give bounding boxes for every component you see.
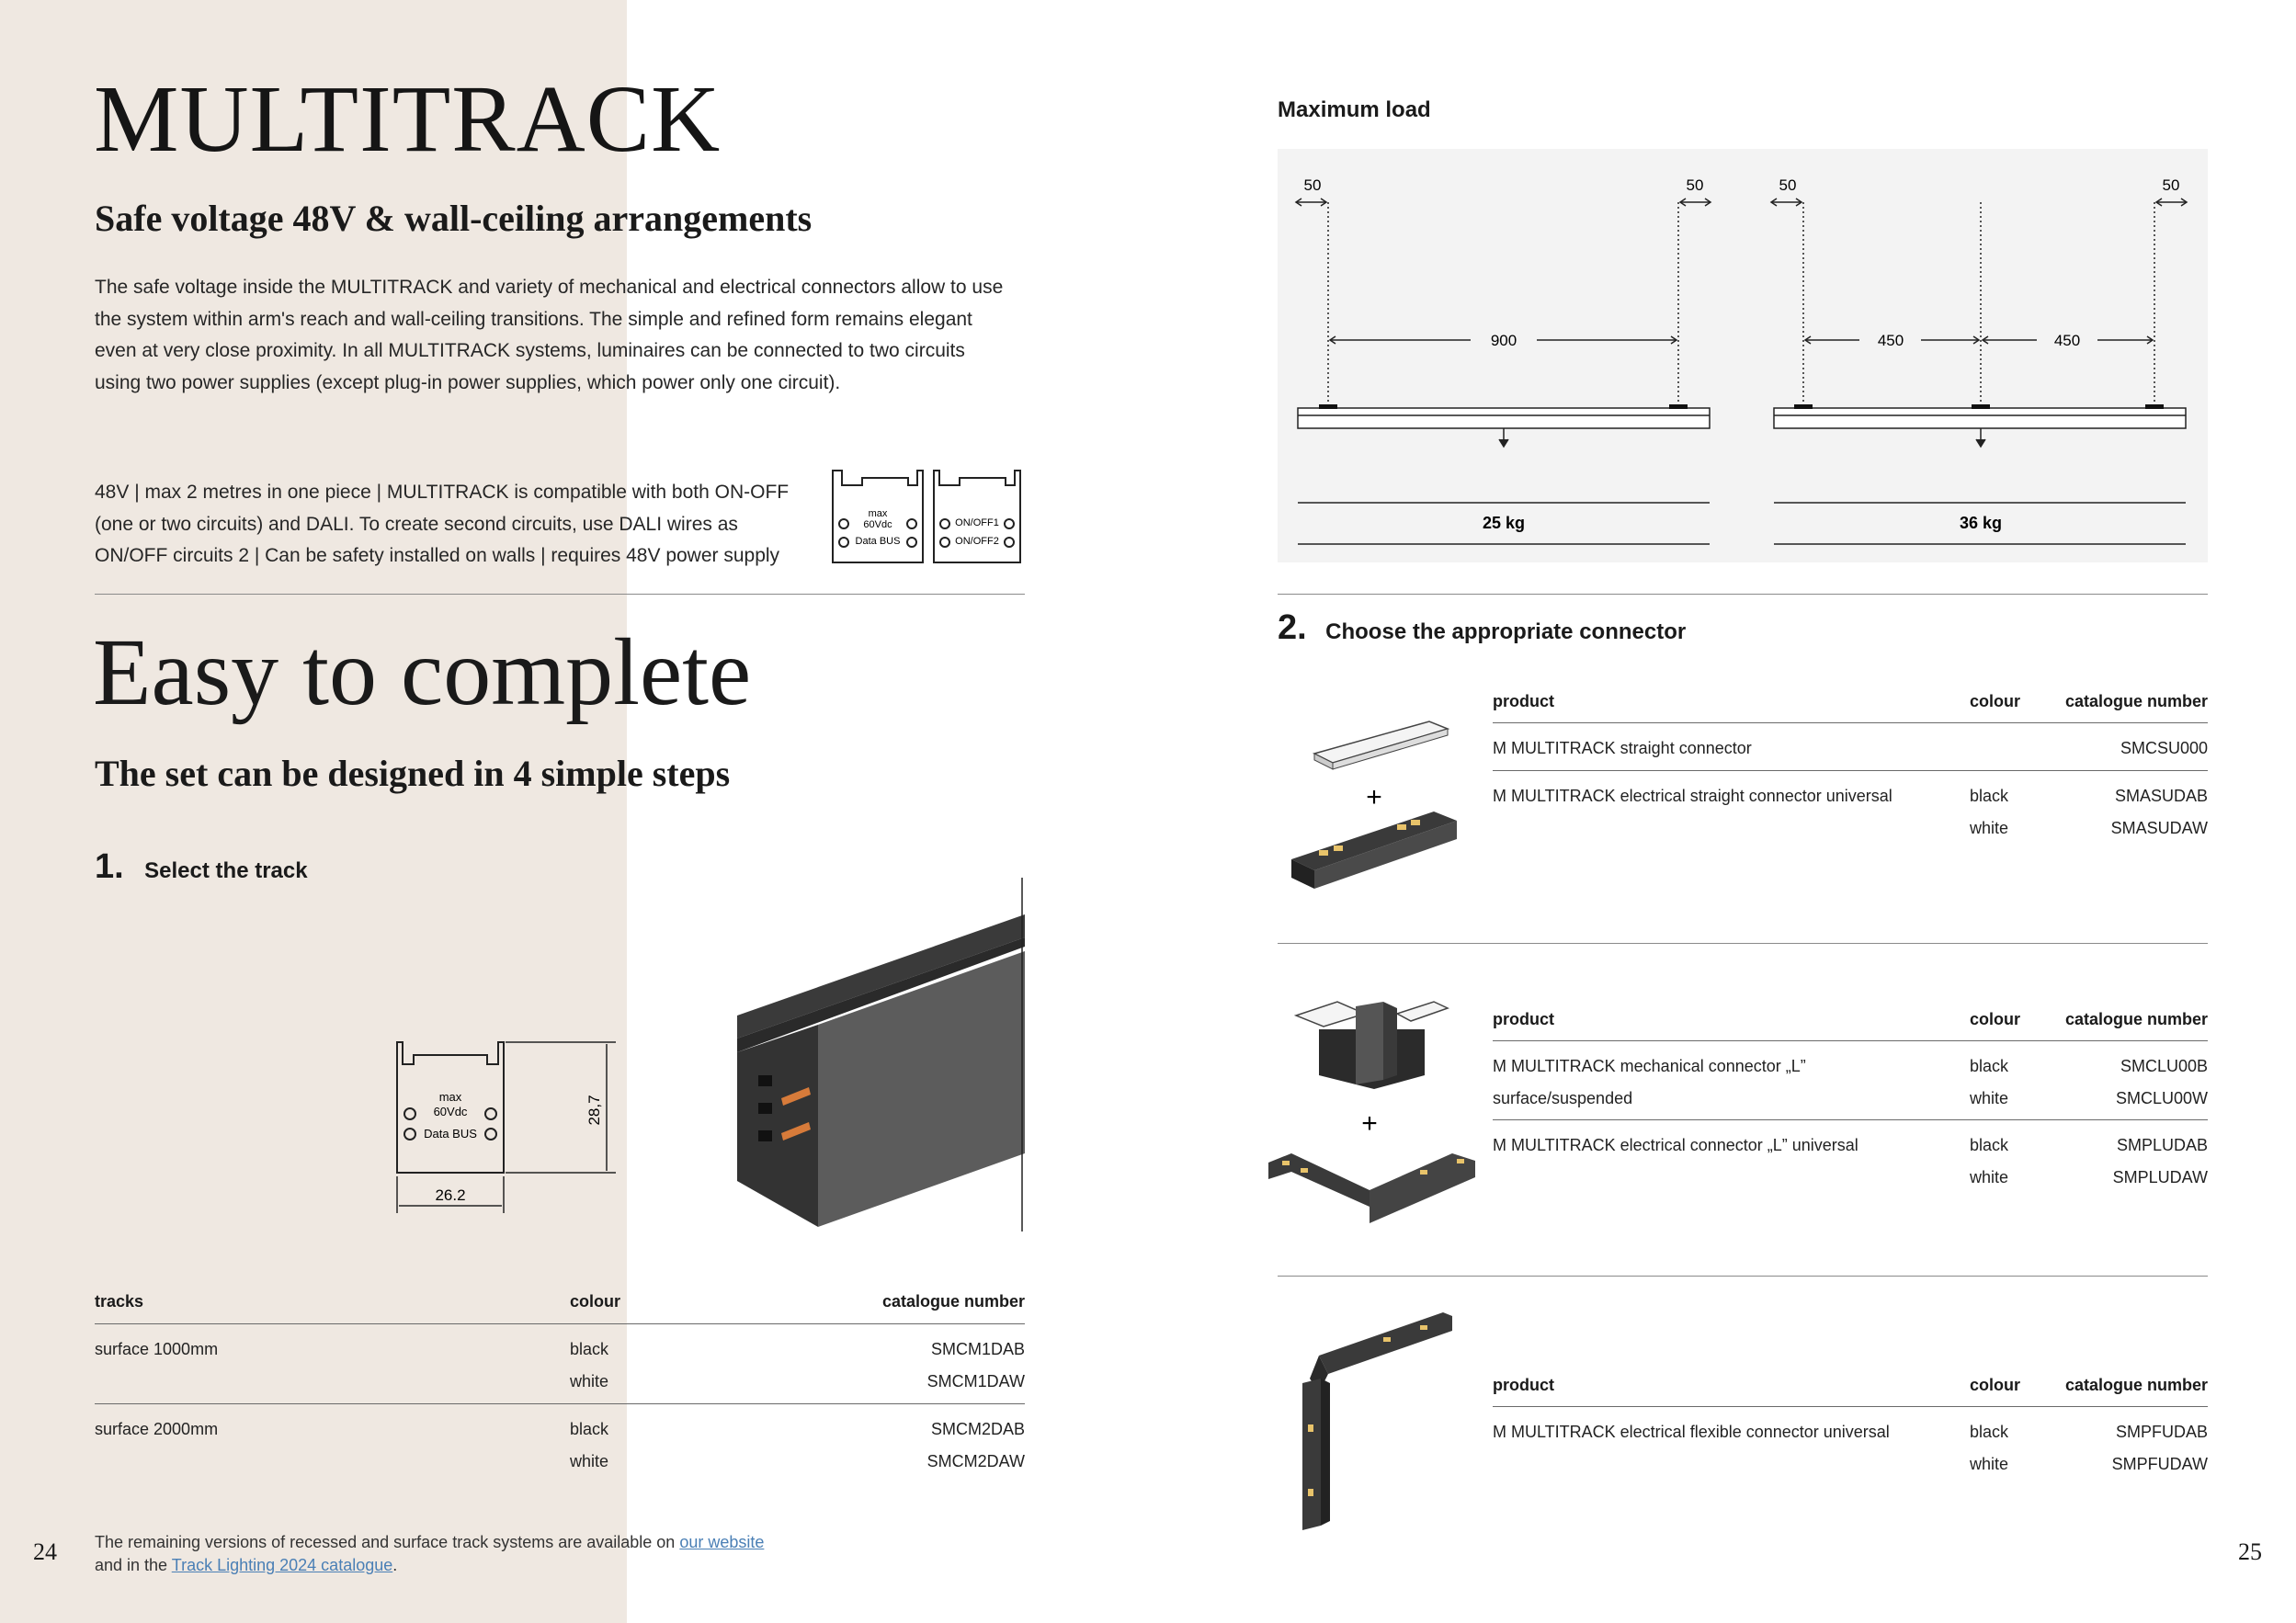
product-colour: black (1970, 787, 2009, 805)
product-code: SMPFUDAW (2111, 1455, 2208, 1473)
track-width-dimension: 26.2 (435, 1186, 466, 1204)
product-name: M MULTITRACK mechanical connector „L” (1493, 1057, 1806, 1075)
product-colour: white (1970, 1168, 2009, 1186)
table-header-catalogue: catalogue number (881, 1292, 1025, 1311)
table-row-rule (1493, 770, 2208, 771)
straight-connector-illustration (1282, 712, 1466, 896)
table-header-product: product (1493, 1376, 1554, 1394)
page-subtitle: Safe voltage 48V & wall-ceiling arrangements (95, 198, 813, 239)
spec-line: (one or two circuits) and DALI. To create second circuits, use DALI wires as (95, 513, 738, 535)
d2-left-offset: 50 (1779, 176, 1797, 194)
track-name: surface 1000mm (95, 1340, 219, 1358)
step-number: 1. (95, 847, 124, 886)
d1-right-offset: 50 (1686, 176, 1704, 194)
product-code: SMASUDAB (2114, 787, 2208, 805)
step-number: 2. (1278, 608, 1307, 647)
d1-left-offset: 50 (1303, 176, 1322, 194)
track-code: SMCM1DAB (930, 1340, 1025, 1358)
divider (95, 594, 1025, 595)
track-name: surface 2000mm (95, 1420, 219, 1438)
plus-icon: + (1361, 1108, 1378, 1139)
product-colour: white (1970, 819, 2009, 837)
table-header-rule (1493, 722, 2208, 723)
l-connector-illustration (1264, 997, 1484, 1227)
track-colour: white (570, 1452, 609, 1470)
divider (1278, 943, 2208, 944)
track-bus-label: Data BUS (424, 1127, 477, 1141)
d2-span-a: 450 (1877, 332, 1904, 349)
profile-max-label: max (868, 508, 888, 519)
max-load-diagrams (1278, 149, 2208, 562)
product-name: M MULTITRACK electrical flexible connector universal (1493, 1423, 1890, 1441)
table-header-catalogue: catalogue number (2064, 1376, 2208, 1394)
footnote (95, 1531, 922, 1577)
left-page-background (0, 0, 627, 1623)
d2-load: 36 kg (1959, 514, 2003, 532)
section-heading: Easy to complete (93, 619, 752, 725)
d1-load: 25 kg (1482, 514, 1526, 532)
table-header-catalogue: catalogue number (2064, 1010, 2208, 1028)
product-code: SMPFUDAB (2115, 1423, 2208, 1441)
intro-paragraph (95, 272, 1032, 399)
table-header-tracks: tracks (95, 1292, 144, 1311)
track-code: SMCM1DAW (926, 1372, 1025, 1390)
spec-line: 48V | max 2 metres in one piece | MULTITRACK is compatible with both ON-OFF (95, 482, 790, 503)
intro-line: the system within arm's reach and wall-ceiling transitions. The simple and refined form remains elegant (95, 308, 972, 330)
profile-outline-2 (934, 471, 1020, 562)
footnote-text: The remaining versions of recessed and surface track systems are available on (95, 1533, 680, 1551)
footnote-text: . (392, 1556, 398, 1574)
spec-line: ON/OFF circuits 2 | Can be safety installed on walls | requires 48V power supply (95, 545, 780, 566)
table-header-colour: colour (1970, 692, 2021, 710)
product-colour: white (1970, 1455, 2009, 1473)
product-colour: black (1970, 1136, 2009, 1154)
page-number-right: 25 (2238, 1538, 2262, 1565)
page-number-left: 24 (33, 1538, 57, 1565)
product-name: M MULTITRACK electrical connector „L” universal (1493, 1136, 1858, 1154)
product-code: SMCSU000 (2120, 739, 2208, 757)
d1-span: 900 (1490, 332, 1517, 349)
d2-span-b: 450 (2053, 332, 2081, 349)
table-header-colour: colour (1970, 1010, 2021, 1028)
flexible-connector-illustration (1282, 1305, 1466, 1535)
intro-line: even at very close proximity. In all MULTITRACK systems, luminaires can be connected to two circuits (95, 340, 965, 361)
profile-volt-label: 60Vdc (863, 519, 892, 530)
product-name: M MULTITRACK straight connector (1493, 739, 1752, 757)
table-row-rule (1493, 1119, 2208, 1120)
table-header-rule (95, 1323, 1025, 1324)
track-volt-label: 60Vdc (433, 1105, 468, 1118)
product-name: surface/suspended (1493, 1089, 1633, 1107)
table-header-catalogue: catalogue number (2064, 692, 2208, 710)
section-subtitle: The set can be designed in 4 simple steps (95, 753, 731, 794)
product-colour: white (1970, 1089, 2009, 1107)
table-header-colour: colour (1970, 1376, 2021, 1394)
step-label: Choose the appropriate connector (1325, 619, 1687, 644)
table-row-rule (95, 1403, 1025, 1404)
table-header-rule (1493, 1040, 2208, 1041)
product-code: SMCLU00B (2120, 1057, 2208, 1075)
product-name: M MULTITRACK electrical straight connector universal (1493, 787, 1892, 805)
product-colour: black (1970, 1057, 2009, 1075)
track-colour: black (570, 1340, 609, 1358)
table-header-product: product (1493, 692, 1554, 710)
track-code: SMCM2DAW (926, 1452, 1025, 1470)
table-header-rule (1493, 1406, 2208, 1407)
step-1-heading (95, 847, 308, 887)
track-code: SMCM2DAB (930, 1420, 1025, 1438)
divider (1278, 594, 2208, 595)
track-colour: black (570, 1420, 609, 1438)
max-load-panel (1278, 149, 2208, 562)
step-2-heading (1278, 608, 1686, 648)
intro-line: The safe voltage inside the MULTITRACK and variety of mechanical and electrical connectors allow to use (95, 277, 1004, 298)
product-code: SMASUDAW (2110, 819, 2208, 837)
product-colour: black (1970, 1423, 2009, 1441)
intro-line: using two power supplies (except plug-in power supplies, which power only one circuit). (95, 371, 841, 393)
spec-paragraph (95, 477, 830, 573)
plus-icon: + (1366, 782, 1382, 812)
page-title: MULTITRACK (94, 66, 722, 172)
step-label: Select the track (144, 858, 308, 883)
divider (1278, 1276, 2208, 1277)
product-code: SMPLUDAB (2116, 1136, 2208, 1154)
track-height-dimension: 28,7 (585, 1095, 603, 1126)
track-colour: white (570, 1372, 609, 1390)
footnote-text: and in the (95, 1556, 172, 1574)
profile-circuit1-label: ON/OFF1 (955, 517, 999, 528)
table-header-colour: colour (570, 1292, 621, 1311)
product-code: SMPLUDAW (2112, 1168, 2208, 1186)
track-3d-illustration (726, 878, 1025, 1231)
profile-circuit2-label: ON/OFF2 (955, 536, 999, 547)
website-link[interactable]: our website (679, 1533, 765, 1551)
track-profile-icons (829, 467, 1024, 566)
max-load-title: Maximum load (1278, 97, 1431, 122)
catalogue-link[interactable]: Track Lighting 2024 catalogue (171, 1556, 393, 1574)
track-cross-section-drawing (386, 1029, 625, 1222)
table-header-product: product (1493, 1010, 1554, 1028)
product-code: SMCLU00W (2115, 1089, 2208, 1107)
track-max-label: max (438, 1090, 462, 1104)
d2-right-offset: 50 (2162, 176, 2180, 194)
profile-bus-label: Data BUS (855, 536, 901, 547)
